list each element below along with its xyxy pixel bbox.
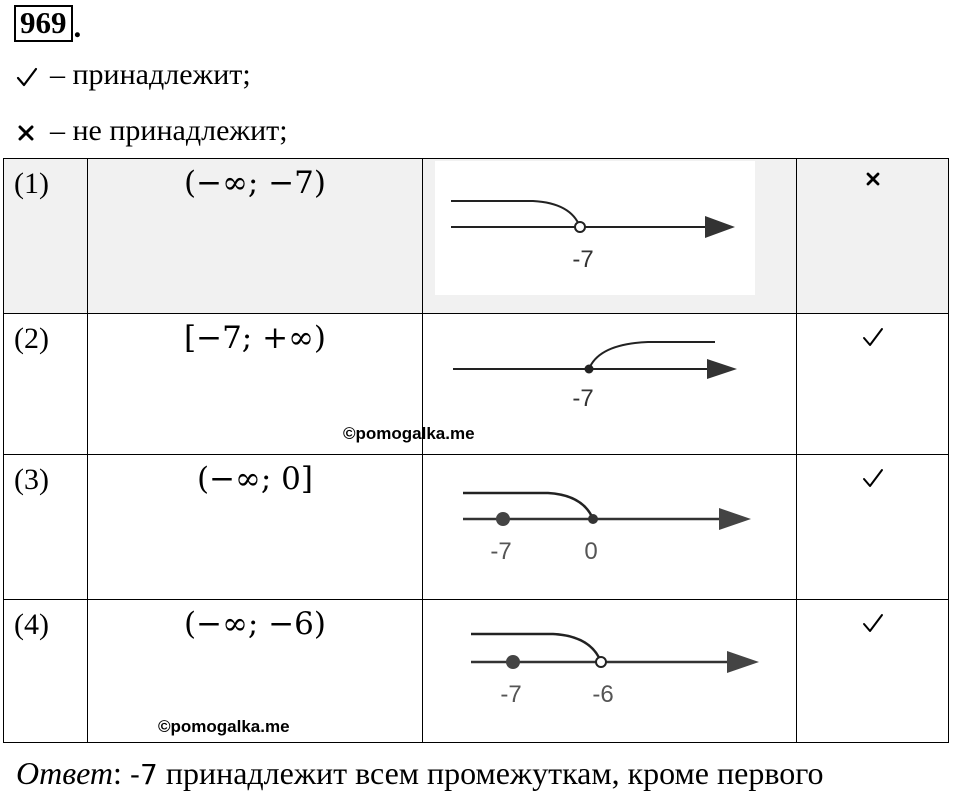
interval-notation: (−∞; 0]: [88, 455, 423, 600]
graph-label: -6: [592, 681, 614, 708]
answer-label: Ответ: [16, 755, 113, 791]
number-line-graph: [423, 455, 797, 600]
watermark: ©pomogalka.me: [343, 424, 475, 443]
watermark: ©pomogalka.me: [158, 717, 290, 736]
check-icon: [16, 58, 50, 92]
number-line-graph: [423, 600, 797, 743]
number-line-graph: [423, 314, 797, 455]
table-row: [4, 455, 949, 600]
graph-label: 0: [584, 538, 598, 565]
task-number: 969 .: [14, 6, 81, 42]
graph-label: -7: [572, 385, 594, 412]
membership-mark: [797, 600, 949, 743]
graph-label: -7: [572, 246, 594, 273]
interval-notation: (−∞; −6): [88, 600, 423, 743]
interval-notation: (−∞; −7): [88, 159, 423, 314]
membership-mark: [797, 314, 949, 455]
graph-label: -7: [500, 681, 522, 708]
membership-mark: [797, 455, 949, 600]
cross-icon: [865, 174, 881, 191]
intervals-table: [3, 158, 949, 743]
check-icon: [862, 621, 884, 638]
legend-not-belongs: [16, 114, 288, 148]
legend-belongs-text: – принадлежит;: [50, 58, 251, 91]
table-row: [4, 314, 949, 455]
check-icon: [862, 476, 884, 493]
check-icon: [862, 335, 884, 352]
membership-mark: [797, 159, 949, 314]
number-line-graph: [423, 159, 797, 314]
answer-value: -7: [129, 758, 158, 791]
row-index: (2): [4, 314, 88, 455]
table-row: [4, 159, 949, 314]
row-index: (1): [4, 159, 88, 314]
task-number-box: 969: [14, 5, 73, 42]
graph-label: -7: [490, 538, 512, 565]
row-index: (4): [4, 600, 88, 743]
legend-belongs: [16, 58, 251, 92]
answer-line: Ответ: -7 принадлежит всем промежуткам, кроме первого: [16, 755, 824, 791]
answer-text: принадлежит всем промежуткам, кроме первого: [157, 755, 824, 791]
table-row: [4, 600, 949, 743]
row-index: (3): [4, 455, 88, 600]
interval-notation: [−7; +∞): [88, 314, 423, 455]
legend-not-belongs-text: – не принадлежит;: [50, 114, 288, 147]
cross-icon: [16, 114, 50, 148]
